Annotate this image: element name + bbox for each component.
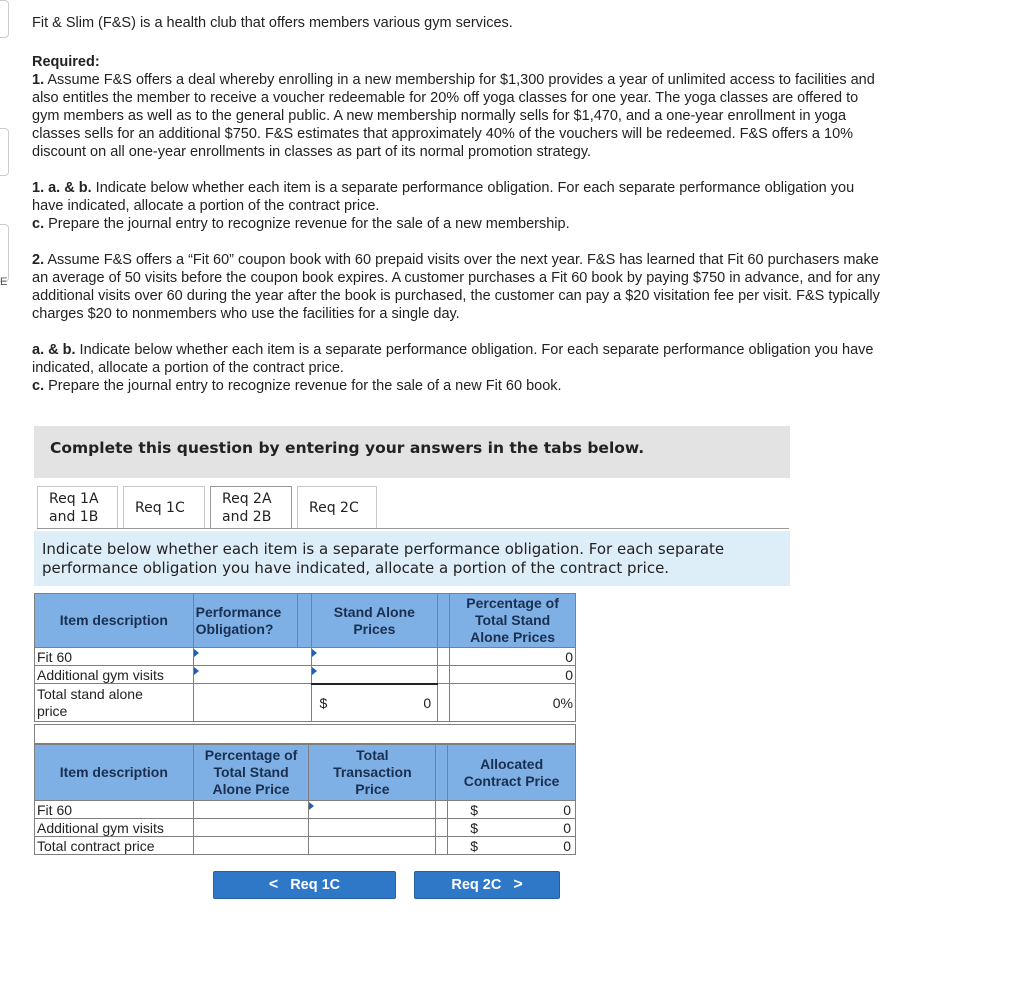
row-item: Fit 60 [35, 801, 194, 819]
table-header [35, 594, 576, 648]
prev-button-label: Req 1C [290, 877, 341, 893]
col-percentage: Percentage of Total Stand Alone Price [193, 745, 309, 801]
table-total-row [35, 684, 576, 722]
row-item: Additional gym visits [35, 666, 194, 684]
tab-req-1a-1b[interactable]: Req 1A and 1B [37, 486, 118, 528]
table-row [35, 801, 576, 819]
row-item: Fit 60 [35, 648, 194, 666]
left-edge-tab-1 [0, 0, 9, 38]
prev-req-1c-button[interactable] [213, 871, 396, 899]
col-allocated-contract-price: Allocated Contract Price [448, 745, 576, 801]
table-header [35, 745, 576, 801]
left-edge-tab-3 [0, 224, 9, 282]
percentage-input[interactable] [193, 801, 309, 819]
table-row [35, 648, 576, 666]
transaction-price-input[interactable] [309, 801, 436, 819]
col-item-description: Item description [35, 594, 194, 648]
col-percentage: Percentage of Total Stand Alone Prices [450, 594, 576, 648]
percentage-value: 0 [450, 648, 576, 666]
tab-divider [37, 528, 789, 529]
table-row [35, 819, 576, 837]
table-spacer [34, 724, 576, 744]
left-edge-tab-2 [0, 128, 9, 176]
currency-symbol: $ [319, 694, 328, 711]
perf-obligation-select[interactable] [193, 666, 297, 684]
next-button-label: Req 2C [451, 877, 502, 893]
allocated-price-value [448, 801, 576, 819]
next-req-2c-button[interactable] [414, 871, 560, 899]
q2-text: 2. Assume F&S offers a “Fit 60” coupon book with 60 prepaid visits over the next year. F&S has learned that Fit 60 purchasers make an average of 50 visits before the coupon book expires. A customer purchases a Fit 60 book by paying $750 in advance, and for any additional visits over 60 during the year after the book is purchased, the customer can pay a $20 visitation fee per visit. F&S typically charges $20 to nonmembers who use the facilities for a single day. [32, 252, 880, 322]
total-standalone-value [311, 684, 438, 722]
standalone-price-input[interactable] [311, 648, 438, 666]
col-performance-obligation: Performance Obligation? [193, 594, 297, 648]
required-label: Required: [32, 54, 100, 70]
allocated-price-value [448, 837, 576, 855]
row-item: Additional gym visits [35, 819, 194, 837]
currency-symbol: $ [470, 819, 479, 836]
allocation-table [34, 744, 576, 855]
allocated-amount: 0 [563, 837, 571, 854]
q1-ab: 1. a. & b. Indicate below whether each item is a separate performance obligation. For each separate performance obligation you have indicated, allocate a portion of the contract price. [32, 180, 855, 214]
standalone-price-table [34, 593, 576, 722]
allocated-price-value [448, 819, 576, 837]
currency-symbol: $ [470, 837, 479, 854]
percentage-input[interactable] [193, 819, 309, 837]
row-item: Total contract price [35, 837, 194, 855]
q1-c: c. Prepare the journal entry to recognize revenue for the sale of a new membership. [32, 216, 570, 232]
q2-c: c. Prepare the journal entry to recognize revenue for the sale of a new Fit 60 book. [32, 378, 562, 394]
tab-req-2a-2b[interactable]: Req 2A and 2B [210, 486, 292, 528]
row-item: Total stand alone price [35, 684, 194, 722]
total-percentage: 0% [450, 684, 576, 722]
col-standalone-prices: Stand Alone Prices [311, 594, 438, 648]
table-row [35, 666, 576, 684]
tab-req-1c[interactable]: Req 1C [123, 486, 205, 528]
chevron-right-icon: > [513, 876, 523, 893]
tab-instruction: Indicate below whether each item is a separate performance obligation. For each separate performance obligation you have indicated, allocate a portion of the contract price. [34, 531, 790, 586]
instructions-banner: Complete this question by entering your answers in the tabs below. [34, 426, 790, 478]
col-total-transaction-price: Total Transaction Price [309, 745, 436, 801]
transaction-price-input[interactable] [309, 819, 436, 837]
allocated-amount: 0 [563, 819, 571, 836]
table-total-row [35, 837, 576, 855]
intro-text: Fit & Slim (F&S) is a health club that offers members various gym services. [32, 15, 513, 31]
allocated-amount: 0 [563, 801, 571, 818]
question-text [32, 10, 882, 395]
tab-req-2c[interactable]: Req 2C [297, 486, 377, 528]
q1-text: 1. Assume F&S offers a deal whereby enrolling in a new membership for $1,300 provides a year of unlimited access to facilities and also entitles the member to receive a voucher redeemable for 20% off yoga classes for one year. The yoga classes are offered to gym members as well as to the general public. A new membership normally sells for $1,470, and a one-year enrollment in yoga classes sells for an additional $750. F&S estimates that approximately 40% of the vouchers will be redeemed. F&S offers a 10% discount on all one-year enrollments in classes as part of its normal promotion strategy. [32, 72, 875, 160]
currency-symbol: $ [470, 801, 479, 818]
chevron-left-icon: < [268, 876, 279, 893]
q2-ab: a. & b. Indicate below whether each item is a separate performance obligation. For each separate performance obligation you have indicated, allocate a portion of the contract price. [32, 342, 874, 376]
total-standalone-amount: 0 [423, 694, 432, 711]
standalone-price-input[interactable] [311, 666, 438, 684]
edge-letter: E [0, 276, 8, 288]
percentage-value: 0 [450, 666, 576, 684]
col-item-description: Item description [35, 745, 194, 801]
perf-obligation-select[interactable] [193, 648, 297, 666]
